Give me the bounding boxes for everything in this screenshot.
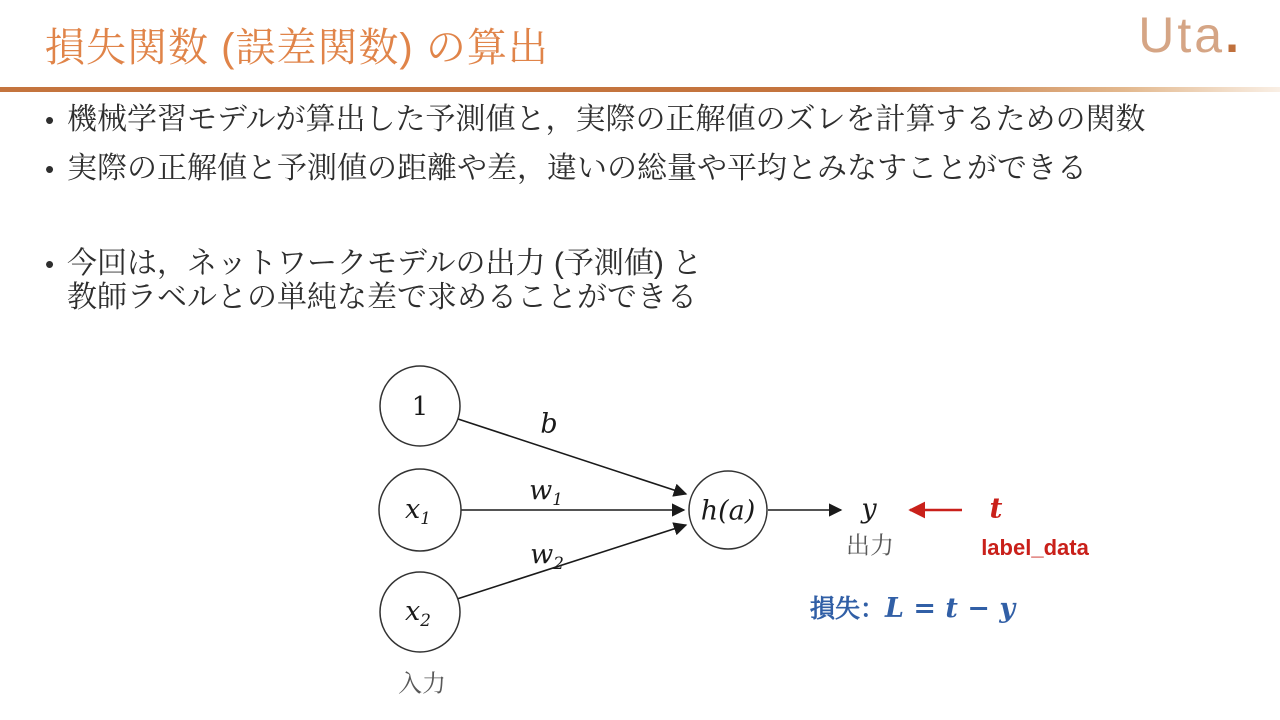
bullet-text: 機械学習モデルが算出した予測値と，実際の正解値のズレを計算するための関数 (67, 103, 1146, 136)
teacher-symbol: t (989, 491, 1003, 525)
logo-period: . (1225, 7, 1242, 63)
output-caption: 出力 (846, 532, 894, 560)
node-x2-base: x (405, 595, 421, 627)
node-x1-base: x (405, 493, 421, 525)
bullet-text-line-2: 教師ラベルとの単純な差で求めることができる (67, 281, 697, 314)
node-x1-label (405, 494, 431, 528)
edge-w1-base: w (529, 474, 553, 506)
bullet-text-line-1: 今回は，ネットワークモデルの出力 (予測値) と (67, 247, 703, 280)
loss-formula: L = t − y (885, 593, 1016, 624)
page-title: 損失関数 (誤差関数) の算出 (45, 26, 549, 70)
node-activation-label: h(a) (700, 495, 756, 527)
input-caption: 入力 (398, 670, 446, 698)
edge-w2-sub: 2 (553, 553, 564, 574)
edge-bias-label: b (540, 408, 558, 440)
node-x2-sub: 2 (420, 610, 431, 631)
bullet-marker: • (45, 249, 55, 279)
edge-w1-sub: 1 (552, 489, 563, 510)
loss-formula-line (810, 589, 1015, 625)
loss-prefix: 損失： (810, 595, 886, 623)
node-x2-label (405, 596, 431, 630)
edge-w2-label (530, 539, 564, 573)
edge-w2-line (457, 525, 686, 599)
edge-bias-line (458, 419, 686, 494)
node-x1-sub: 1 (420, 508, 431, 529)
teacher-caption: label_data (981, 535, 1089, 560)
output-symbol: y (861, 493, 877, 525)
node-bias-label: 1 (411, 392, 429, 422)
bullet-text: 実際の正解値と予測値の距離や差，違いの総量や平均とみなすことができる (67, 152, 1087, 185)
logo-text: Uta (1138, 7, 1226, 63)
bullet-marker: • (45, 105, 55, 135)
bullet-marker: • (45, 154, 55, 184)
edge-w1-label (529, 475, 563, 509)
edge-w2-base: w (530, 538, 554, 570)
